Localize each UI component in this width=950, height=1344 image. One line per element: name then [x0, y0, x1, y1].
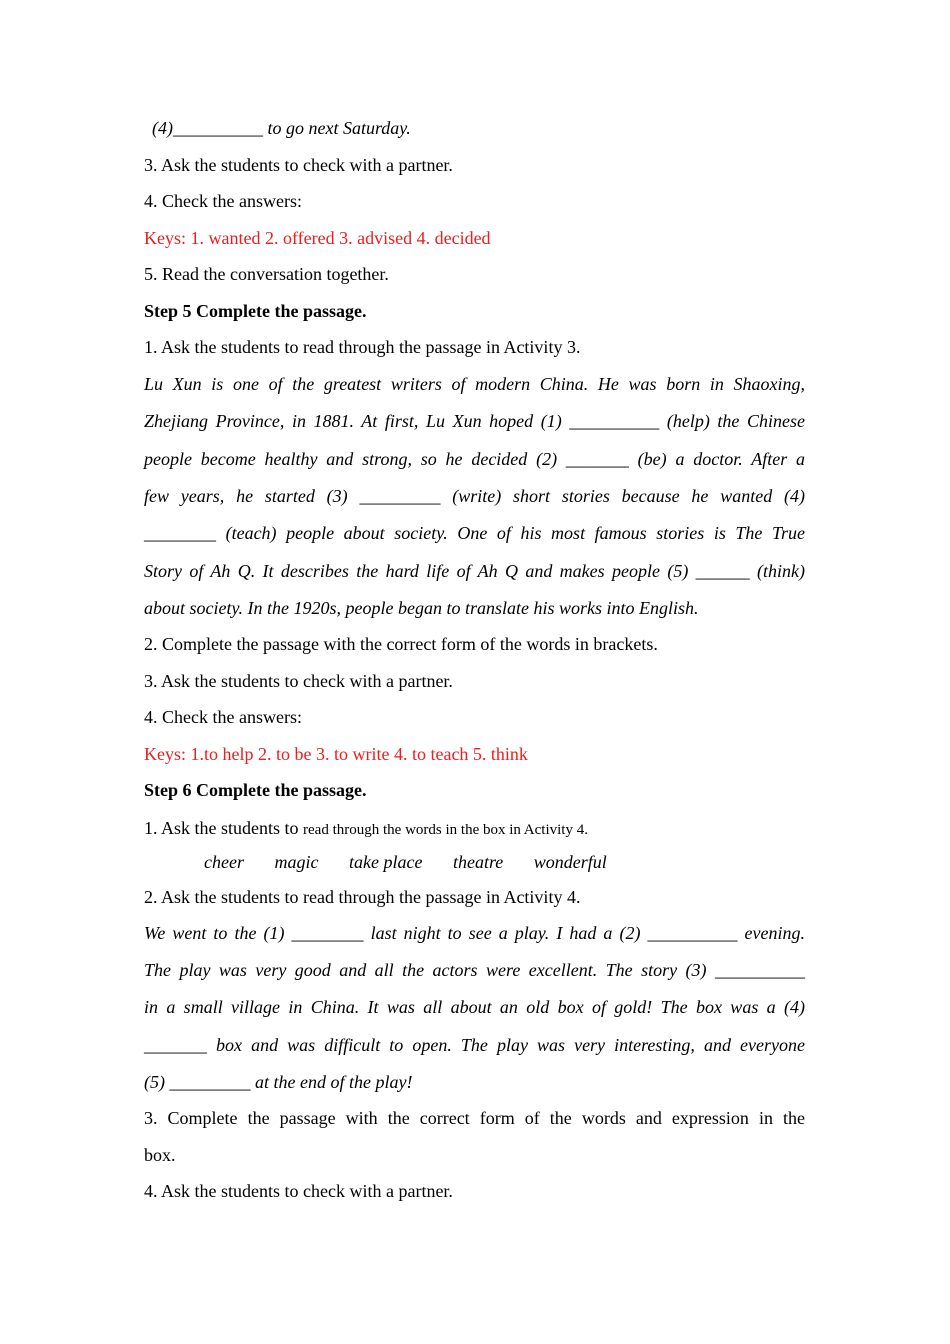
exercise-line: (4)__________ to go next Saturday. — [152, 118, 411, 138]
instruction: 4. Check the answers: — [144, 191, 302, 211]
instruction-part: read through the words in the box in Activity 4. — [303, 822, 588, 838]
instruction: 3. Complete the passage with the correct form of the words and expression in the — [144, 1108, 805, 1128]
instruction: 5. Read the conversation together. — [144, 264, 389, 284]
instruction-part: 1. Ask the students to — [144, 818, 304, 838]
step-heading: Step 5 Complete the passage. — [144, 301, 367, 321]
word: magic — [274, 852, 319, 872]
passage-line: about society. In the 1920s, people began to translate his works into English. — [144, 598, 699, 618]
passage-line: Lu Xun is one of the greatest writers of modern China. He was born in Shaoxing, — [144, 374, 805, 394]
instruction: box. — [144, 1145, 176, 1165]
answer-keys: Keys: 1.to help 2. to be 3. to write 4. to teach 5. think — [144, 744, 528, 764]
word: theatre — [452, 852, 504, 872]
instruction: 4. Ask the students to check with a partner. — [144, 1181, 453, 1201]
passage-line: The play was very good and all the actors were excellent. The story (3) __________ — [144, 960, 805, 980]
word-box — [204, 850, 633, 874]
instruction: 3. Ask the students to check with a partner. — [144, 155, 453, 175]
passage-line: Zhejiang Province, in 1881. At first, Lu Xun hoped (1) __________ (help) the Chinese — [144, 411, 805, 431]
word: wonderful — [533, 852, 607, 872]
instruction: 3. Ask the students to check with a partner. — [144, 671, 453, 691]
word: take place — [348, 852, 423, 872]
instruction: 2. Complete the passage with the correct form of the words in brackets. — [144, 634, 658, 654]
passage-line: in a small village in China. It was all about an old box of gold! The box was a (4) — [144, 997, 805, 1017]
instruction: 1. Ask the students to read through the passage in Activity 3. — [144, 337, 581, 357]
passage-line: ________ (teach) people about society. One of his most famous stories is The True — [144, 523, 805, 543]
passage-line: We went to the (1) ________ last night to see a play. I had a (2) __________ evening. — [144, 923, 805, 943]
passage-line: people become healthy and strong, so he decided (2) _______ (be) a doctor. After a — [144, 449, 805, 469]
instruction: 4. Check the answers: — [144, 707, 302, 727]
word: cheer — [204, 852, 244, 872]
passage-line: Story of Ah Q. It describes the hard life of Ah Q and makes people (5) ______ (think) — [144, 561, 805, 581]
passage-line: few years, he started (3) _________ (write) short stories because he wanted (4) — [144, 486, 805, 506]
passage-line: (5) _________ at the end of the play! — [144, 1072, 413, 1092]
instruction: 2. Ask the students to read through the passage in Activity 4. — [144, 887, 581, 907]
step-heading: Step 6 Complete the passage. — [144, 780, 367, 800]
instruction — [144, 816, 588, 842]
passage-line: _______ box and was difficult to open. The play was very interesting, and everyone — [144, 1035, 805, 1055]
answer-keys: Keys: 1. wanted 2. offered 3. advised 4. decided — [144, 228, 491, 248]
